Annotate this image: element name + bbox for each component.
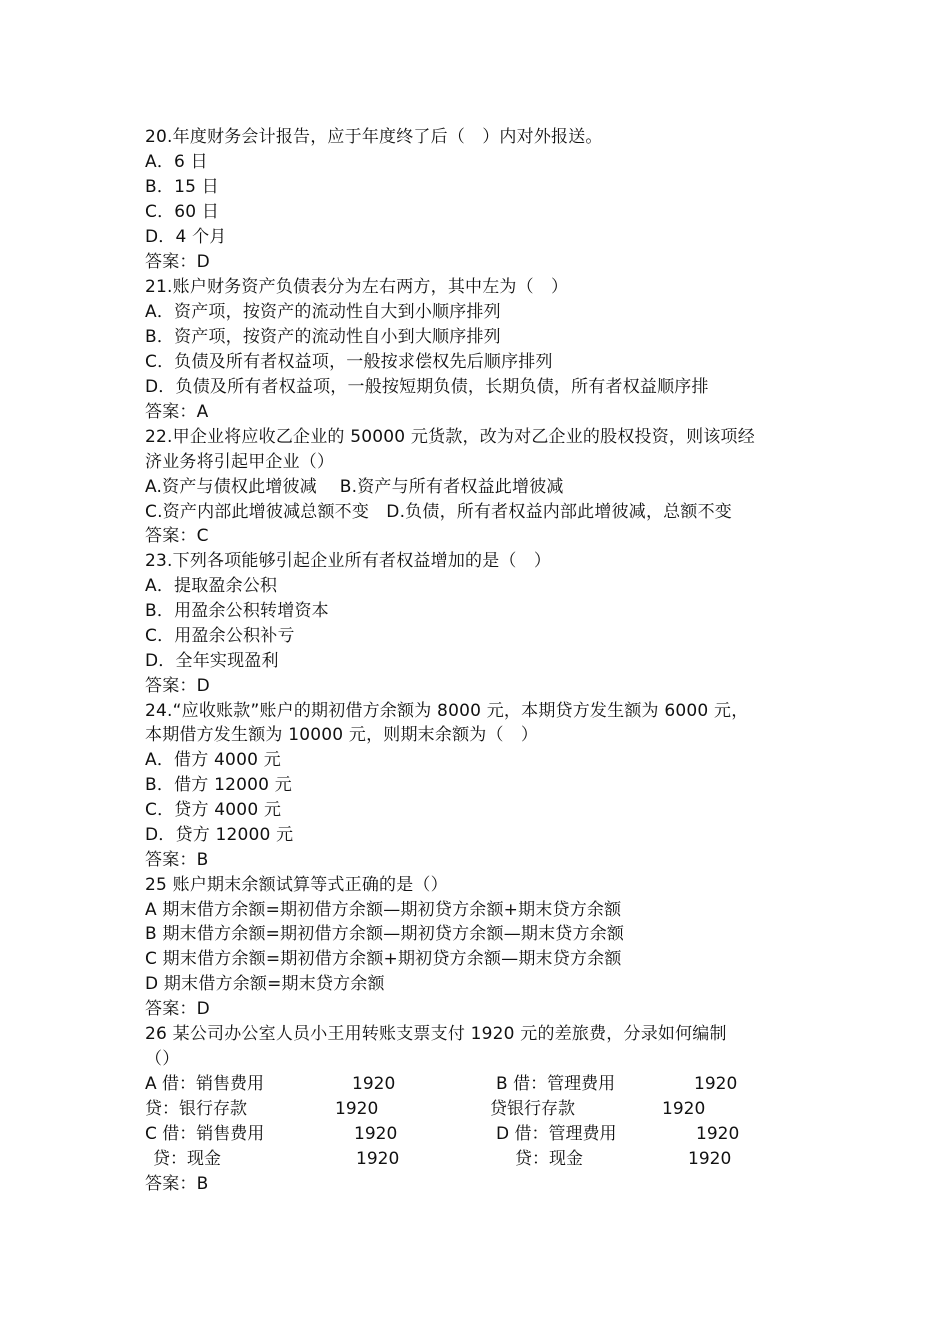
q25-stem: 25 账户期末余额试算等式正确的是（） [145, 875, 448, 895]
q21-answer: 答案：A [145, 402, 209, 422]
q22-options-ab: A.资产与债权此增彼减 B.资产与所有者权益此增彼减 [145, 477, 564, 497]
q24-stem-line2: 本期借方发生额为 10000 元，则期末余额为（ ） [145, 725, 539, 745]
q26-option-d-credit-amount: 1920 [688, 1149, 732, 1169]
q26-option-a-debit: A 借：销售费用 [145, 1074, 265, 1094]
q24-option-d: D．贷方 12000 元 [145, 825, 294, 845]
q26-option-d-credit: 贷：现金 [515, 1149, 583, 1169]
q26-option-c-credit: 贷：现金 [153, 1149, 221, 1169]
q26-option-c-credit-amount: 1920 [356, 1149, 400, 1169]
q21-option-c: C．负债及所有者权益项，一般按求偿权先后顺序排列 [145, 352, 553, 372]
q26-option-c-debit-amount: 1920 [354, 1124, 398, 1144]
q26-option-b-credit: 贷银行存款 [490, 1099, 575, 1119]
q20-answer: 答案：D [145, 252, 210, 272]
q22-options-cd: C.资产内部此增彼减总额不变 D.负债，所有者权益内部此增彼减，总额不变 [145, 502, 732, 522]
q20-option-a: A．6 日 [145, 152, 208, 172]
q21-stem: 21.账户财务资产负债表分为左右两方，其中左为（ ） [145, 277, 569, 297]
q21-option-a: A．资产项，按资产的流动性自大到小顺序排列 [145, 302, 501, 322]
q26-option-b-credit-amount: 1920 [662, 1099, 706, 1119]
q26-option-b-debit: B 借：管理费用 [496, 1074, 616, 1094]
q26-option-a-credit: 贷：银行存款 [145, 1099, 247, 1119]
q26-option-d-debit: D 借：管理费用 [496, 1124, 617, 1144]
q26-option-d-debit-amount: 1920 [696, 1124, 740, 1144]
q26-option-a-debit-amount: 1920 [352, 1074, 396, 1094]
q25-option-d: D 期末借方余额=期末贷方余额 [145, 974, 385, 994]
q25-option-a: A 期末借方余额=期初借方余额—期初贷方余额+期末贷方余额 [145, 900, 622, 920]
q24-answer: 答案：B [145, 850, 209, 870]
q21-option-d: D．负债及所有者权益项，一般按短期负债，长期负债，所有者权益顺序排 [145, 377, 709, 397]
q21-option-b: B．资产项，按资产的流动性自小到大顺序排列 [145, 327, 501, 347]
q22-answer: 答案：C [145, 526, 209, 546]
q26-option-a-credit-amount: 1920 [335, 1099, 379, 1119]
q26-answer: 答案：B [145, 1174, 209, 1194]
q24-option-b: B．借方 12000 元 [145, 775, 292, 795]
q23-option-a: A．提取盈余公积 [145, 576, 278, 596]
q25-option-b: B 期末借方余额=期初借方余额—期初贷方余额—期末贷方余额 [145, 924, 625, 944]
q24-option-c: C．贷方 4000 元 [145, 800, 282, 820]
q26-stem-line1: 26 某公司办公室人员小王用转账支票支付 1920 元的差旅费，分录如何编制 [145, 1024, 727, 1044]
q22-stem-line1: 22.甲企业将应收乙企业的 50000 元货款，改为对乙企业的股权投资，则该项经 [145, 427, 755, 447]
q20-stem: 20.年度财务会计报告，应于年度终了后（ ）内对外报送。 [145, 127, 603, 147]
q22-stem-line2: 济业务将引起甲企业（） [145, 452, 335, 472]
q20-option-c: C．60 日 [145, 202, 220, 222]
q23-answer: 答案：D [145, 676, 210, 696]
q25-option-c: C 期末借方余额=期初借方余额+期初贷方余额—期末贷方余额 [145, 949, 622, 969]
q23-option-b: B．用盈余公积转增资本 [145, 601, 329, 621]
q26-option-b-debit-amount: 1920 [694, 1074, 738, 1094]
q24-stem-line1: 24.“应收账款”账户的期初借方余额为 8000 元，本期贷方发生额为 6000 元， [145, 701, 749, 721]
q23-stem: 23.下列各项能够引起企业所有者权益增加的是（ ） [145, 551, 552, 571]
q23-option-d: D．全年实现盈利 [145, 651, 279, 671]
q20-option-b: B．15 日 [145, 177, 219, 197]
q23-option-c: C．用盈余公积补亏 [145, 626, 295, 646]
q26-stem-line2: （） [145, 1049, 180, 1069]
q24-option-a: A．借方 4000 元 [145, 750, 281, 770]
q26-option-c-debit: C 借：销售费用 [145, 1124, 265, 1144]
q20-option-d: D．4 个月 [145, 227, 227, 247]
q25-answer: 答案：D [145, 999, 210, 1019]
